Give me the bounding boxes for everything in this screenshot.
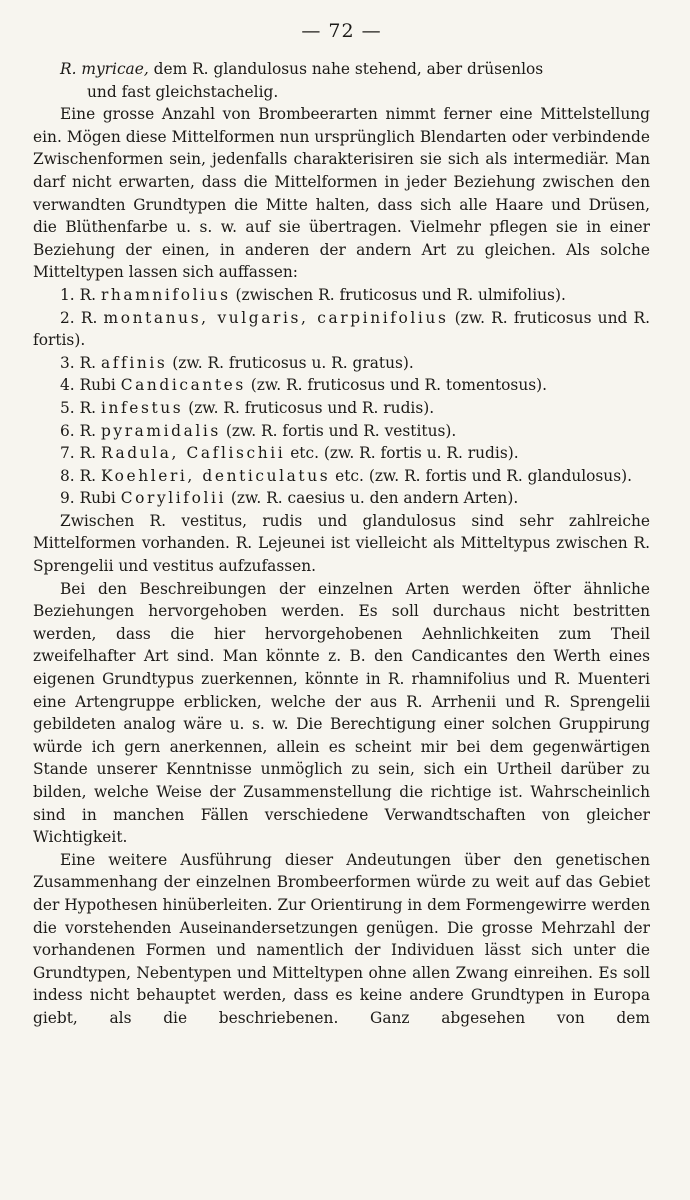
entry-r-myricae	[33, 58, 650, 103]
page-number-header: — 72 —	[301, 20, 382, 42]
paragraph-ausfuehrung: Eine weitere Ausführung dieser Andeutungen über den genetischen Zusammenhang der einzelnen Brombeerformen würde zu weit auf das Gebiet der Hypothesen hinüberleiten. Zur Orientirung in dem Formengewirre werden die vorstehenden Auseinandersetzungen genügen. Die grosse Mehrzahl der vorhandenen Formen und namentlich der Individuen lässt sich unter die Grundtypen, Nebentypen und Mitteltypen ohne allen Zwang einreihen. Es soll indess nicht behauptet werden, dass es keine andere Grundtypen in Europa giebt, als die beschriebenen. Ganz abgesehen von dem	[33, 850, 650, 1027]
spaced-taxon: affinis	[100, 353, 168, 372]
list-item: 8. R. Koehleri, denticulatus etc. (zw. R. fortis und R. glandulosus).	[60, 466, 633, 485]
list-item: 2. R. montanus, vulgaris, carpinifolius (zw. R. fruticosus und R. fortis).	[33, 308, 651, 350]
entry-text: dem R. glandulosus nahe stehend, aber drüsenlos	[148, 60, 544, 78]
spaced-taxon: Radula, Caflischii	[100, 444, 286, 463]
paragraph-beschreibungen: Bei den Beschreibungen der einzelnen Arten werden öfter ähnliche Beziehungen hervorgehoben werden. Es soll durchaus nicht bestritten werden, dass die hier hervorgehobenen Aehnlichkeiten zum Theil zweifelhafter Art sind. Man könnte z. B. den Candicantes den Werth eines eigenen Grundtypus zuerkennen, könnte in R. rhamnifolius und R. Muenteri eine Artengruppe erblicken, welche der aus R. Arrhenii und R. Sprengelii gebildeten analog wäre u. s. w. Die Berechtigung einer solchen Gruppirung würde ich gern anerkennen, allein es scheint mir bei dem gegenwärtigen Stande unserer Kenntnisse unmöglich zu sein, sich ein Urtheil darüber zu bilden, welche Weise der Zusammenstellung die richtige ist. Wahrscheinlich sind in manchen Fällen verschiedene Verwandtschaften von gleicher Wichtigkeit.	[33, 579, 650, 847]
spaced-taxon: rhamnifolius	[100, 285, 231, 304]
spaced-taxon: Corylifolii	[120, 489, 227, 508]
list-item: 1. R. rhamnifolius (zwischen R. fruticosus und R. ulmifolius).	[60, 285, 566, 304]
list-item: 4. Rubi Candicantes (zw. R. fruticosus und R. tomentosus).	[60, 376, 548, 395]
paragraph-zwischenformen: Zwischen R. vestitus, rudis und glandulosus sind sehr zahlreiche Mittelformen vorhanden. R. Lejeunei ist vielleicht als Mitteltypus zwischen R. Sprengelii und vestitus aufzufassen.	[33, 511, 650, 576]
entry-text-continued: und fast gleichstachelig.	[87, 82, 279, 101]
spaced-taxon: pyramidalis	[100, 421, 221, 440]
taxon-name-italic: R. myricae,	[60, 60, 149, 78]
list-item: 6. R. pyramidalis (zw. R. fortis und R. vestitus).	[60, 421, 457, 440]
spaced-taxon: Koehleri, denticulatus	[100, 466, 331, 485]
paragraph-intro-mitteltypen: Eine grosse Anzahl von Brombeerarten nimmt ferner eine Mittelstellung ein. Mögen diese Mittelformen nun ursprünglich Blendarten oder verbindende Zwischenformen sein, jedenfalls charakterisiren sie sich als intermediär. Man darf nicht erwarten, dass die Mittelformen in jeder Beziehung zwischen den verwandten Grundtypen die Mitte halten, dass sich alle Haare und Drüsen, die Blüthenfarbe u. s. w. auf sie übertragen. Vielmehr pflegen sie in einer Beziehung der einen, in anderen der andern Art zu gleichen. Als solche Mitteltypen lassen sich auffassen:	[33, 105, 650, 282]
list-item: 3. R. affinis (zw. R. fruticosus u. R. gratus).	[60, 353, 414, 372]
list-item: 5. R. infestus (zw. R. fruticosus und R. rudis).	[60, 398, 435, 417]
list-item: 7. R. Radula, Caflischii etc. (zw. R. fortis u. R. rudis).	[60, 444, 519, 463]
spaced-taxon: infestus	[100, 398, 184, 417]
spaced-taxon: montanus, vulgaris, carpinifolius	[103, 308, 449, 327]
list-item: 9. Rubi Corylifolii (zw. R. caesius u. den andern Arten).	[60, 489, 519, 508]
spaced-taxon: Candicantes	[120, 376, 246, 395]
body-text	[33, 58, 650, 1030]
